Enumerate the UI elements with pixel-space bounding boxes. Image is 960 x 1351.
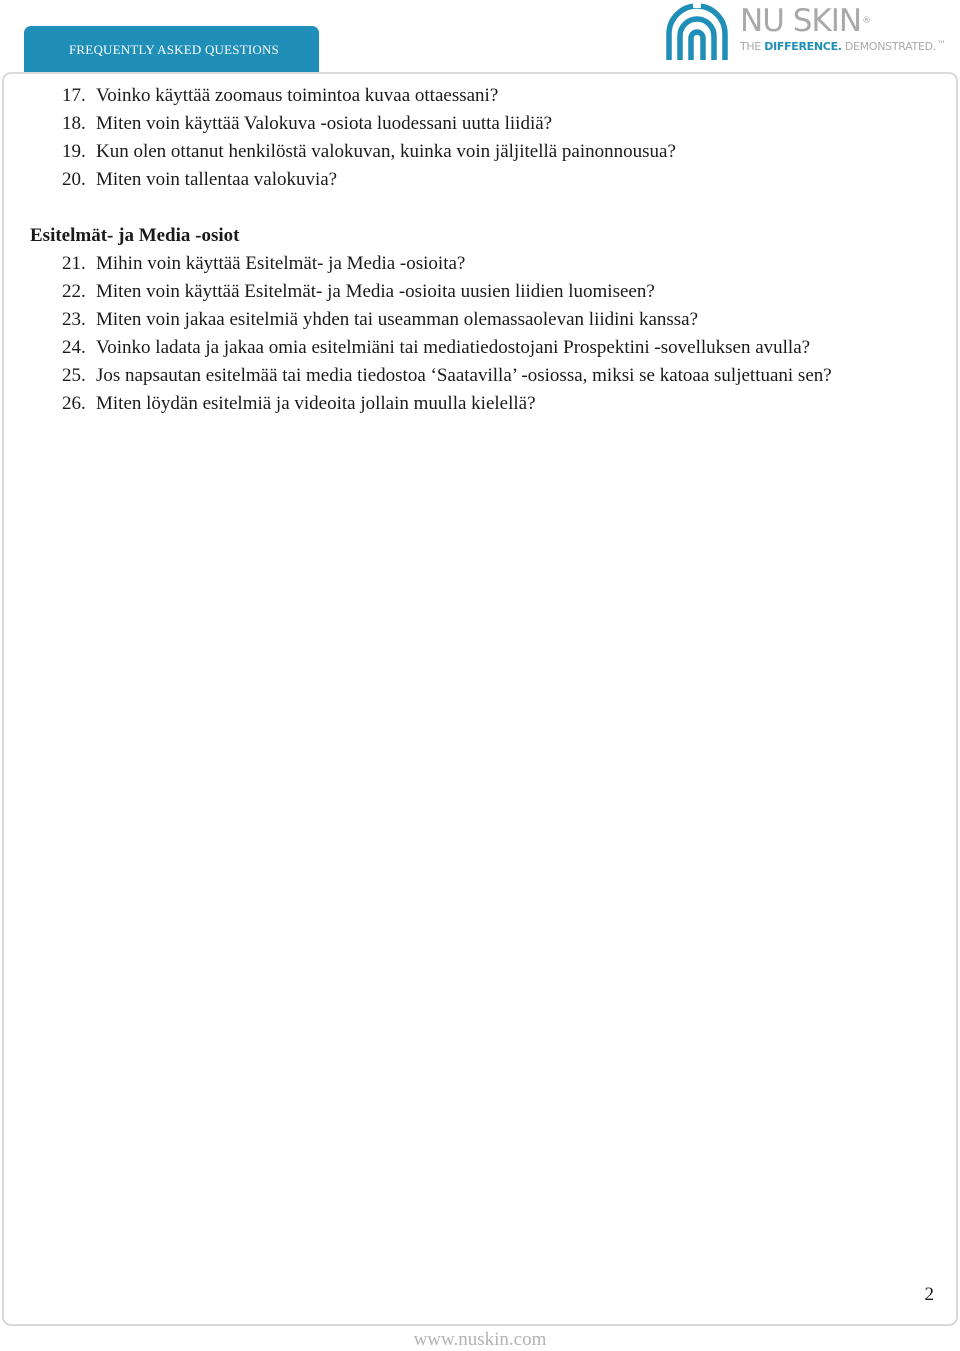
question-text: Miten löydän esitelmiä ja videoita jollain muulla kielellä?: [96, 393, 536, 414]
question-number: 25.: [62, 365, 86, 386]
question-number: 22.: [62, 281, 86, 302]
question-item: [62, 141, 676, 163]
question-item: [62, 85, 498, 107]
question-item: [62, 169, 337, 191]
question-number: 18.: [62, 113, 86, 134]
question-text: Voinko käyttää zoomaus toimintoa kuvaa ottaessani?: [96, 85, 499, 106]
question-item: [62, 337, 810, 359]
section-heading: Esitelmät- ja Media -osiot: [30, 225, 240, 246]
question-text: Jos napsautan esitelmää tai media tiedostoa ‘Saatavilla’ -osiossa, miksi se katoaa suljettuani sen?: [96, 365, 832, 386]
question-text: Mihin voin käyttää Esitelmät- ja Media -osioita?: [96, 253, 466, 274]
question-number: 24.: [62, 337, 86, 358]
question-item: [62, 393, 536, 415]
question-text: Miten voin käyttää Esitelmät- ja Media -osioita uusien liidien luomiseen?: [96, 281, 655, 302]
faq-header-label: FREQUENTLY ASKED QUESTIONS: [69, 42, 279, 57]
question-text: Miten voin jakaa esitelmiä yhden tai useamman olemassaolevan liidini kanssa?: [96, 309, 699, 330]
question-number: 21.: [62, 253, 86, 274]
question-number: 19.: [62, 141, 86, 162]
question-item: [62, 253, 465, 275]
nu-skin-arch-icon: [664, 0, 730, 66]
brand-name: NU SKIN®: [740, 3, 872, 39]
question-number: 20.: [62, 169, 86, 190]
page-number: 2: [924, 1284, 934, 1305]
nu-skin-logo: [664, 0, 954, 70]
question-text: Miten voin käyttää Valokuva -osiota luodessani uutta liidiä?: [96, 113, 553, 134]
question-item: [62, 113, 552, 135]
footer-url: www.nuskin.com: [413, 1329, 547, 1350]
faq-header-tab: [24, 26, 319, 74]
question-number: 17.: [62, 85, 86, 106]
question-text: Voinko ladata ja jakaa omia esitelmiäni tai mediatiedostojani Prospektini -sovelluksen avulla?: [96, 337, 811, 358]
question-number: 23.: [62, 309, 86, 330]
brand-tagline: THE DIFFERENCE. DEMONSTRATED.™: [740, 40, 946, 53]
question-item: [62, 365, 832, 387]
question-text: Kun olen ottanut henkilöstä valokuvan, kuinka voin jäljitellä painonnousua?: [96, 141, 676, 162]
question-item: [62, 281, 655, 303]
question-number: 26.: [62, 393, 86, 414]
question-text: Miten voin tallentaa valokuvia?: [96, 169, 338, 190]
question-item: [62, 309, 698, 331]
